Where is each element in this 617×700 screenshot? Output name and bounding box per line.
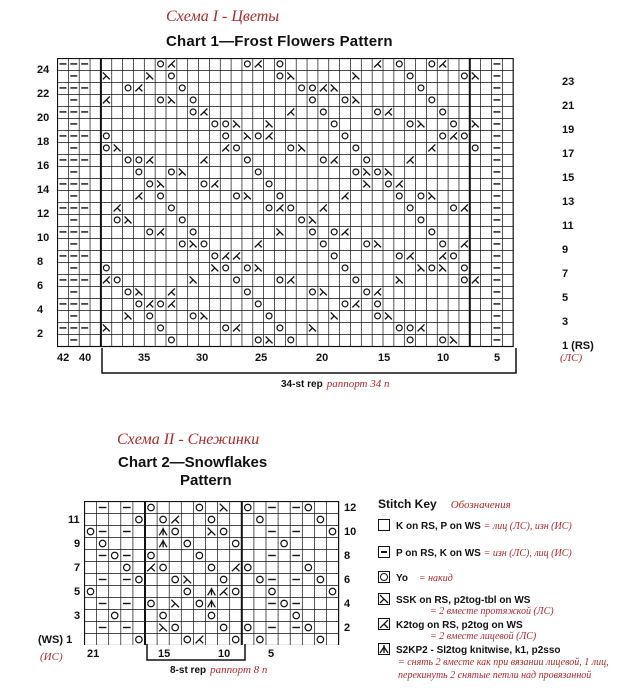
row-label: 9: [562, 244, 569, 256]
row-label: 7: [74, 562, 81, 574]
row-label: 23: [562, 76, 575, 88]
chart1-rep-text-ru: раппорт 34 п: [326, 378, 390, 390]
k2tog-square-icon: [378, 618, 390, 630]
column-label: 35: [138, 352, 151, 364]
chart2-rep-label: [170, 664, 267, 676]
key-item-ssk-ru: = 2 вместе протяжкой (ЛС): [430, 606, 554, 617]
row-label: 13: [562, 196, 575, 208]
key-item-text: SSK on RS, p2tog-tbl on WS: [396, 595, 531, 606]
chart2-rep-text: 8-st rep: [170, 665, 207, 676]
row-label: 4: [37, 304, 44, 316]
stitch-key-title: [378, 497, 511, 511]
empty-square-icon: [378, 519, 390, 531]
chart2-title-line1: Chart 2—Snowflakes: [118, 454, 268, 471]
column-label: 15: [158, 648, 171, 660]
key-item-text: P on RS, K on WS: [396, 548, 481, 559]
chart2-ws-ru: (ИС): [40, 651, 63, 663]
stitch-key-title-text: Stitch Key: [378, 497, 437, 511]
row-label: 6: [37, 280, 44, 292]
row-label: 11: [562, 220, 574, 232]
row-label: 5: [562, 292, 569, 304]
row-label: 19: [562, 124, 575, 136]
key-item-ru: = накид: [418, 573, 453, 584]
chart1-rep-bracket: [100, 348, 520, 378]
chart2-grid: [84, 501, 340, 645]
chart1-rep-text: 34-st rep: [281, 379, 323, 390]
column-label: 15: [378, 352, 391, 364]
row-label: 16: [37, 160, 50, 172]
key-item-s2kp2: [378, 643, 561, 656]
row-label: 20: [37, 112, 50, 124]
chart1-rep-label: [281, 378, 390, 390]
row-label: 22: [37, 88, 50, 100]
chart2-title-ru: Схема II - Снежинки: [117, 431, 260, 448]
row-label: 12: [344, 502, 357, 514]
row-label: 4: [344, 598, 351, 610]
dash-square-icon: [378, 546, 390, 558]
key-item-k2tog-ru: = 2 вместе лицевой (ЛС): [430, 631, 537, 642]
column-label: 30: [196, 352, 209, 364]
s2kp2-square-icon: [378, 643, 390, 655]
key-item-text: Yo: [396, 573, 409, 584]
key-item-text: K2tog on RS, p2tog on WS: [396, 620, 523, 631]
row-label: 11: [68, 514, 80, 526]
row-label: 2: [344, 622, 351, 634]
chart1-grid: [57, 58, 514, 348]
column-label: 10: [218, 648, 231, 660]
key-item-purl: [378, 546, 572, 559]
row-label: 3: [74, 610, 81, 622]
column-label: 42: [57, 352, 70, 364]
row-label: 3: [562, 316, 569, 328]
row-label: 14: [37, 184, 50, 196]
chart1-rs-ru: (ЛС): [560, 352, 583, 364]
key-item-ru: = изн (ЛС), лиц (ИС): [483, 548, 572, 559]
chart1-title-ru: Схема I - Цветы: [166, 8, 280, 25]
row-label: 8: [37, 256, 44, 268]
row-label: 7: [562, 268, 569, 280]
chart2-rep-bracket: [145, 644, 250, 664]
row-label: 9: [74, 538, 81, 550]
column-label: 10: [437, 352, 450, 364]
row-label: 10: [344, 526, 357, 538]
column-label: 25: [255, 352, 268, 364]
column-label: 20: [316, 352, 329, 364]
stitch-key-title-ru: Обозначения: [450, 499, 511, 511]
row-label: 5: [74, 586, 81, 598]
chart2-title-line2: Pattern: [180, 472, 232, 489]
row-label: 12: [37, 208, 50, 220]
key-item-ru: = лиц (ЛС), изн (ИС): [483, 521, 572, 532]
row-label: 8: [344, 550, 351, 562]
row-label: 10: [37, 232, 50, 244]
key-item-ssk: [378, 593, 530, 606]
row-label: 21: [562, 100, 575, 112]
key-item-text: S2KP2 - Sl2tog knitwise, k1, p2sso: [396, 645, 561, 656]
column-label: 21: [87, 648, 100, 660]
column-label: 5: [268, 648, 275, 660]
row-label: 2: [37, 328, 44, 340]
row-label: 15: [562, 172, 575, 184]
row-label: 24: [37, 64, 50, 76]
column-label: 5: [494, 352, 501, 364]
key-item-knit: [378, 519, 572, 532]
key-item-yo: [378, 571, 453, 584]
circle-square-icon: [378, 571, 390, 583]
key-item-text: K on RS, P on WS: [396, 521, 481, 532]
key-item-k2tog: [378, 618, 523, 631]
row-label: 18: [37, 136, 50, 148]
column-label: 40: [79, 352, 92, 364]
row-label: 6: [344, 574, 351, 586]
key-item-s2kp2-ru: = снять 2 вместе как при вязании лицевой, 1 лиц, перекинуть 2 снятые петли над провязанной: [398, 657, 609, 681]
chart2-rep-text-ru: раппорт 8 п: [210, 664, 268, 676]
row-label: (WS) 1: [38, 634, 73, 646]
ssk-square-icon: [378, 593, 390, 605]
row-label: 1 (RS): [562, 340, 594, 352]
chart1-title: Chart 1—Frost Flowers Pattern: [166, 33, 393, 50]
row-label: 17: [562, 148, 575, 160]
